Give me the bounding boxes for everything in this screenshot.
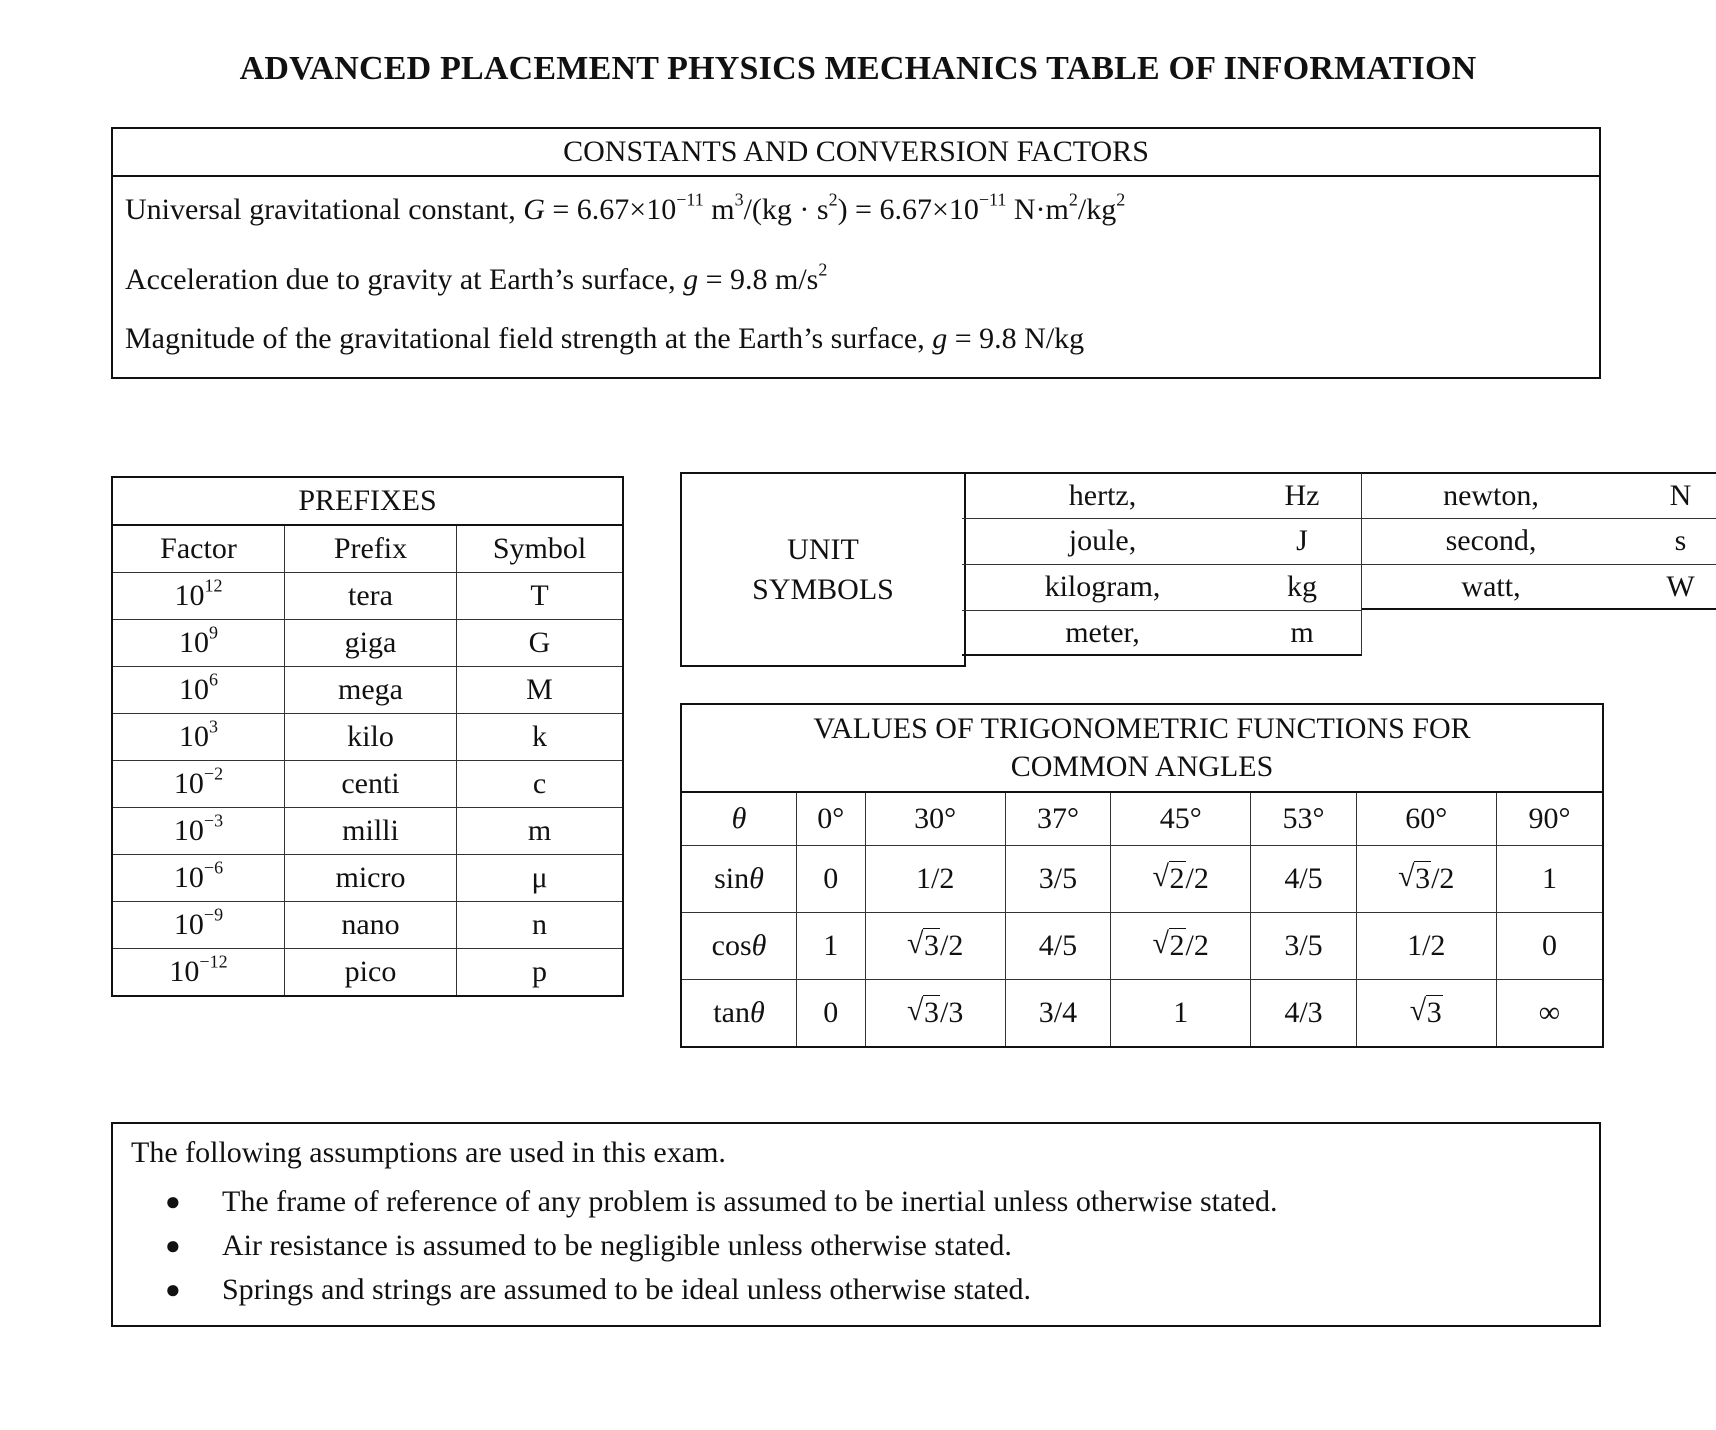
factor-cell: $10^6$ (112, 667, 285, 714)
trig-value: 1 (1496, 846, 1603, 913)
assumption-item: ● Springs and strings are assumed to be ideal unless otherwise stated. (113, 1268, 1277, 1312)
constants-header: CONSTANTS AND CONVERSION FACTORS (113, 129, 1599, 177)
constant-gravitational: Universal gravitational constant, $G = 6.67\times 10^{-11}$ $m^3/(kg \cdot s^2) = 6.67\times 10^{-11}$ $N\cdot m^2/kg^2$ (125, 189, 1126, 226)
function-label: tanθ (681, 980, 797, 1048)
trig-row (681, 980, 1603, 1048)
page-title: ADVANCED PLACEMENT PHYSICS MECHANICS TABLE OF INFORMATION (239, 50, 1477, 87)
trig-value: √ 3/2 (865, 913, 1005, 980)
symbol-cell: μ (457, 855, 624, 902)
trig-value (1356, 980, 1496, 1048)
bullet-icon: ● (165, 1231, 181, 1260)
unit-symbols-label: UNIT SYMBOLS (680, 472, 966, 667)
prefixes-table (111, 476, 624, 997)
trig-row (681, 913, 1603, 980)
angle-header: 60° (1356, 792, 1496, 846)
unit-name: second, (1362, 518, 1620, 564)
function-label: cosθ (681, 913, 797, 980)
factor-cell: $10^{-6}$ (112, 855, 285, 902)
function-label: sinθ (681, 846, 797, 913)
symbol-cell: m (457, 808, 624, 855)
prefix-row (112, 949, 623, 997)
symbol-cell: c (457, 761, 624, 808)
assumption-item: ● Air resistance is assumed to be negligible unless otherwise stated. (113, 1224, 1277, 1268)
prefixes-header-row (112, 525, 623, 573)
symbol-cell: p (457, 949, 624, 997)
angle-header: 37° (1005, 792, 1110, 846)
prefix-cell: nano (285, 902, 457, 949)
unit-symbol: m (1243, 610, 1362, 656)
unit-name: newton, (1362, 472, 1620, 518)
unit-symbol: s (1620, 518, 1716, 564)
prefix-row (112, 902, 623, 949)
symbol-cell: k (457, 714, 624, 761)
prefix-cell: giga (285, 620, 457, 667)
trig-value: 0 (797, 980, 866, 1048)
column-header: Symbol (457, 525, 624, 573)
constants-box (111, 127, 1601, 379)
assumption-item: ● The frame of reference of any problem is assumed to be inertial unless otherwise stated. (113, 1180, 1277, 1224)
trig-value: 4/5 (1005, 913, 1110, 980)
prefix-cell: centi (285, 761, 457, 808)
sqrt-symbol: √ 2 (1153, 929, 1186, 963)
factor-cell: $10^{-9}$ (112, 902, 285, 949)
sqrt-symbol: √ 3 (1398, 862, 1431, 896)
unit-name: joule, (962, 518, 1243, 564)
column-header: Factor (112, 525, 285, 573)
column-header: Prefix (285, 525, 457, 573)
unit-name: hertz, (962, 472, 1243, 518)
trig-value: √ 3/3 (865, 980, 1005, 1048)
bullet-icon: ● (165, 1275, 181, 1304)
trig-value: 1/2 (1356, 913, 1496, 980)
sqrt-symbol: √ 2 (1153, 862, 1186, 896)
trig-value: 0 (797, 846, 866, 913)
symbol-cell: G (457, 620, 624, 667)
trig-angle-row (681, 792, 1603, 846)
angle-header: 53° (1251, 792, 1356, 846)
prefix-row (112, 761, 623, 808)
prefix-cell: kilo (285, 714, 457, 761)
trig-value: 4/3 (1251, 980, 1356, 1048)
prefix-cell: milli (285, 808, 457, 855)
trig-value: 3/5 (1005, 846, 1110, 913)
angle-header: 30° (865, 792, 1005, 846)
assumptions-list (113, 1180, 1277, 1312)
assumptions-intro: The following assumptions are used in this exam. (131, 1136, 726, 1169)
factor-cell: $10^{12}$ (112, 573, 285, 620)
prefix-row (112, 808, 623, 855)
trig-value: 1/2 (865, 846, 1005, 913)
trig-value: 3/5 (1251, 913, 1356, 980)
factor-cell: $10^{-2}$ (112, 761, 285, 808)
constant-gravity-acceleration: Acceleration due to gravity at Earth’s surface, g = 9.8 $m/s^2$ (125, 259, 828, 296)
prefix-row (112, 714, 623, 761)
angle-header: 0° (797, 792, 866, 846)
prefix-row (112, 620, 623, 667)
constant-field-strength: Magnitude of the gravitational field strength at the Earth’s surface, g = 9.8 N/kg (125, 322, 1085, 355)
trig-values-table (680, 703, 1604, 1048)
trig-value: √ 2/2 (1111, 846, 1251, 913)
angle-header: 90° (1496, 792, 1603, 846)
sqrt-symbol: √ 3 (1410, 996, 1443, 1030)
assumptions-box (111, 1122, 1601, 1327)
prefix-row (112, 573, 623, 620)
trig-value: 0 (1496, 913, 1603, 980)
factor-cell: $10^3$ (112, 714, 285, 761)
prefix-cell: micro (285, 855, 457, 902)
unit-symbol: W (1620, 564, 1716, 610)
trig-value: ∞ (1496, 980, 1603, 1048)
factor-cell: $10^{-12}$ (112, 949, 285, 997)
unit-symbol: N (1620, 472, 1716, 518)
prefix-cell: mega (285, 667, 457, 714)
unit-name: meter, (962, 610, 1243, 656)
trig-value: √ 2/2 (1111, 913, 1251, 980)
factor-cell: $10^{-3}$ (112, 808, 285, 855)
trig-value: 1 (797, 913, 866, 980)
prefix-row (112, 855, 623, 902)
symbol-cell: M (457, 667, 624, 714)
sqrt-symbol: √ 3 (907, 996, 940, 1030)
unit-symbols-table (680, 472, 1695, 663)
trig-value: 4/5 (1251, 846, 1356, 913)
trig-value: 1 (1111, 980, 1251, 1048)
prefix-row (112, 667, 623, 714)
unit-symbol: Hz (1243, 472, 1362, 518)
sqrt-symbol: √ 3 (907, 929, 940, 963)
theta-header: θ (681, 792, 797, 846)
angle-header: 45° (1111, 792, 1251, 846)
unit-symbol: kg (1243, 564, 1362, 610)
trig-title: VALUES OF TRIGONOMETRIC FUNCTIONS FOR COMMON ANGLES (681, 704, 1603, 792)
unit-symbol: J (1243, 518, 1362, 564)
trig-value: 3/4 (1005, 980, 1110, 1048)
unit-name: kilogram, (962, 564, 1243, 610)
trig-value: √ 3/2 (1356, 846, 1496, 913)
factor-cell: $10^9$ (112, 620, 285, 667)
trig-row (681, 846, 1603, 913)
prefix-cell: pico (285, 949, 457, 997)
symbol-cell: n (457, 902, 624, 949)
unit-name: watt, (1362, 564, 1620, 610)
bullet-icon: ● (165, 1187, 181, 1216)
prefix-cell: tera (285, 573, 457, 620)
symbol-cell: T (457, 573, 624, 620)
prefixes-title: PREFIXES (112, 477, 623, 525)
